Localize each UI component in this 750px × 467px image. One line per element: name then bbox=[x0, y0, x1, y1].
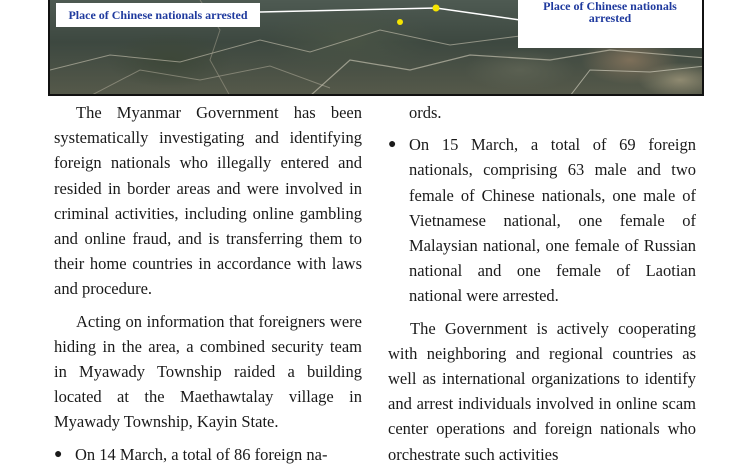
map-label-left: Place of Chinese nationals arrested bbox=[56, 3, 260, 27]
bullet-item-15-march bbox=[388, 132, 696, 308]
bullet-text: On 14 March, a total of 86 foreign na- bbox=[75, 444, 328, 464]
satellite-map-image bbox=[48, 0, 704, 96]
article-paragraph-cooperation: The Government is actively cooperating with neighboring and regional countries as well as international organizations to identify and arrest individuals involved in online scam center operations and foreign nationals who orchestrate such activities bbox=[388, 318, 696, 464]
bullet-continuation bbox=[388, 100, 696, 125]
bullet-item-14-march bbox=[54, 442, 362, 467]
right-column bbox=[388, 100, 696, 467]
pointer-line-left bbox=[260, 8, 436, 12]
bullet-text: On 15 March, a total of 69 foreign nationals, comprising 63 male and two female of Chinese nationals, one male of Vietnamese national, one female of Malaysian national, one female of Russian national and one female of Laotian national were arrested. bbox=[409, 135, 696, 306]
continuation-text: ords. bbox=[409, 103, 442, 122]
location-marker-1 bbox=[433, 5, 440, 12]
map-label-right-line1: Place of Chinese nationals bbox=[543, 0, 677, 13]
article-paragraph-raid: Acting on information that foreigners were hiding in the area, a combined security team in Myawady Township raided a building located at the Maethawtalay village in Myawady Township, Kayin State. bbox=[54, 311, 362, 432]
bullet-icon: ● bbox=[54, 446, 63, 462]
pointer-line-right bbox=[436, 8, 520, 20]
location-marker-2 bbox=[397, 19, 403, 25]
map-label-right-line2: arrested bbox=[588, 11, 632, 25]
left-column bbox=[54, 100, 362, 467]
map-label-right bbox=[518, 0, 702, 48]
bullet-icon: ● bbox=[388, 137, 397, 153]
article-paragraph-intro: The Myanmar Government has been systematically investigating and identifying foreign nationals who illegally entered and resided in border areas and were involved in criminal activities, including online gambling and online fraud, and is transferring them to their home countries in accordance with laws and procedure. bbox=[54, 103, 362, 299]
